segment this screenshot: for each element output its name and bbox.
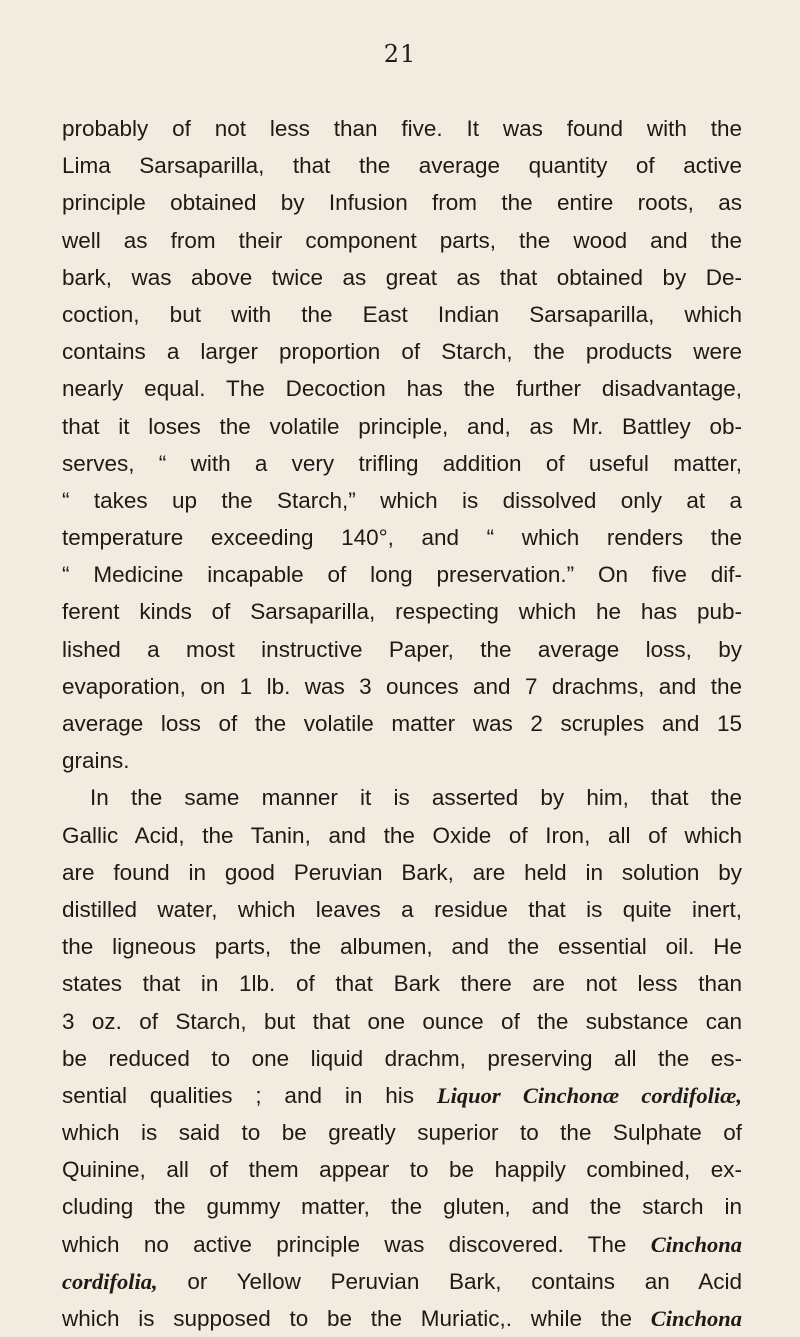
text-line: evaporation, on 1 lb. was 3 ounces and 7 drachms, and the — [62, 673, 742, 699]
text-line: that it loses the volatile principle, and, as Mr. Battley ob- — [62, 413, 742, 439]
text-line: Gallic Acid, the Tanin, and the Oxide of Iron, all of which — [62, 822, 742, 848]
text-line — [62, 1077, 742, 1114]
text-line: coction, but with the East Indian Sarsaparilla, which — [62, 301, 742, 327]
text-line: probably of not less than five. It was found with the — [62, 116, 742, 141]
text-line: are found in good Peruvian Bark, are held in solution by — [62, 859, 742, 885]
text-line: cluding the gummy matter, the gluten, and the starch in — [62, 1194, 742, 1220]
text-line: Quinine, all of them appear to be happily combined, ex- — [62, 1157, 742, 1183]
text-line: grains. — [62, 748, 130, 774]
text-line: be reduced to one liquid drachm, preserving all the es- — [62, 1045, 742, 1071]
text-line: Lima Sarsaparilla, that the average quantity of active — [62, 153, 742, 179]
text-run: or Yellow Peruvian Bark, contains an Acid — [157, 1268, 742, 1294]
text-run: which is supposed to be the Muriatic,. while the — [62, 1306, 651, 1331]
text-line: well as from their component parts, the wood and the — [62, 227, 742, 253]
text-line: which is said to be greatly superior to the Sulphate of — [62, 1120, 742, 1146]
text-line: contains a larger proportion of Starch, the products were — [62, 339, 742, 365]
text-line — [62, 1300, 742, 1337]
italic-text: Liquor Cinchonæ cordifoliæ, — [436, 1082, 742, 1108]
text-line: states that in 1lb. of that Bark there are not less than — [62, 971, 742, 997]
text-run: sential qualities ; and in his — [62, 1082, 437, 1108]
italic-text: cordifolia, — [62, 1268, 158, 1294]
italic-text: Cinchona — [650, 1231, 742, 1257]
text-line: temperature exceeding 140°, and “ which renders the — [62, 525, 742, 551]
text-line: “ Medicine incapable of long preservation.” On five dif- — [62, 562, 742, 588]
text-line: serves, “ with a very trifling addition of useful matter, — [62, 450, 742, 476]
text-line: the ligneous parts, the albumen, and the essential oil. He — [62, 934, 742, 960]
text-line: nearly equal. The Decoction has the further disadvantage, — [62, 376, 742, 402]
text-line: lished a most instructive Paper, the average loss, by — [62, 636, 742, 662]
text-line: ferent kinds of Sarsaparilla, respecting which he has pub- — [62, 599, 742, 625]
body-text — [62, 110, 742, 1337]
text-line: bark, was above twice as great as that obtained by De- — [62, 264, 742, 290]
text-line: 3 oz. of Starch, but that one ounce of the substance can — [62, 1008, 742, 1034]
text-run: which no active principle was discovered. The — [62, 1231, 651, 1257]
text-line: average loss of the volatile matter was 2 scruples and 15 — [62, 711, 742, 736]
italic-text: Cinchona — [650, 1306, 742, 1331]
text-line — [62, 1263, 742, 1300]
text-line: In the same manner it is asserted by him, that the — [90, 785, 742, 811]
text-line: distilled water, which leaves a residue that is quite inert, — [62, 896, 742, 922]
page-number: 21 — [383, 40, 417, 68]
text-line — [62, 1226, 742, 1263]
text-line: principle obtained by Infusion from the entire roots, as — [62, 190, 742, 216]
text-line: “ takes up the Starch,” which is dissolved only at a — [62, 487, 742, 513]
